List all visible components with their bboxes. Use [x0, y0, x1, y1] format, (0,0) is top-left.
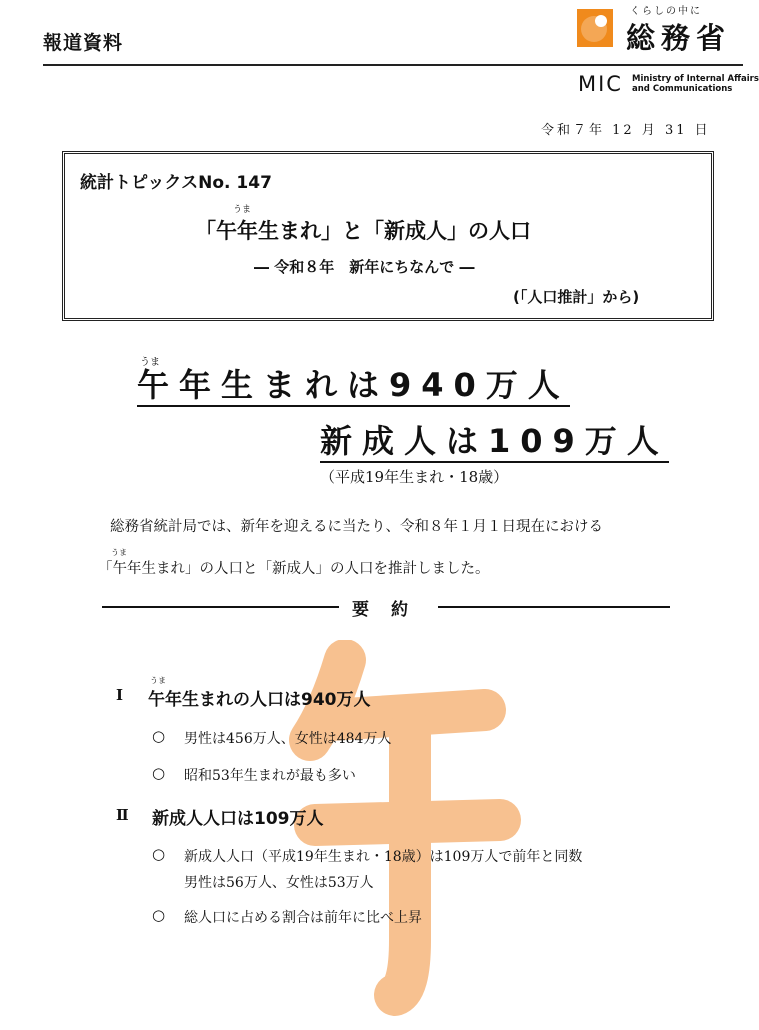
header-divider [43, 64, 743, 66]
summary-heading: 要約 [352, 600, 430, 620]
section-1-bullet-2: 昭和53年生まれが最も多い [184, 768, 356, 784]
logo-tagline: くらしの中に [630, 6, 702, 17]
section-1-number: Ⅰ [116, 686, 124, 704]
logo-name: 総務省 [626, 21, 732, 55]
section-2-number: Ⅱ [116, 806, 129, 824]
topic-title-ruby: うま [233, 205, 252, 215]
intro-line1: 総務省統計局では、新年を迎えるに当たり、令和８年１月１日現在における [110, 519, 603, 535]
section-1-heading: 午年生まれの人口は940万人 [148, 690, 371, 710]
section-1-bullet-1: 男性は456万人、女性は484万人 [184, 731, 392, 747]
topic-subtitle: ― 令和８年 新年にちなんで ― [254, 258, 475, 276]
section-2-heading: 新成人人口は109万人 [152, 809, 324, 829]
circle-bullet-icon: ○ [152, 764, 166, 782]
release-date: 令和７年 12 月 31 日 [541, 123, 711, 138]
ministry-abbreviation: MIC [578, 72, 623, 96]
headline-line1: 午年生まれは940万人 [137, 366, 570, 407]
circle-bullet-icon: ○ [152, 906, 166, 924]
topic-source: (「人口推計」から) [513, 288, 640, 306]
headline-ruby: うま [140, 357, 160, 368]
section-2-bullet-1: 新成人人口（平成19年生まれ・18歳）は109万人で前年と同数 [184, 849, 583, 865]
ministry-logo-icon [577, 9, 613, 47]
section-2-bullet-1-detail: 男性は56万人、女性は53万人 [184, 875, 374, 891]
section-2-bullet-2: 総人口に占める割合は前年に比べ上昇 [184, 910, 422, 926]
topic-title: 「午年生まれ」と「新成人」の人口 [195, 219, 531, 243]
summary-rule-right [438, 606, 670, 608]
circle-bullet-icon: ○ [152, 845, 166, 863]
intro-line2: 「午年生まれ」の人口と「新成人」の人口を推計しました。 [98, 561, 490, 577]
intro-ruby: うま [111, 548, 127, 557]
summary-rule-left [102, 606, 339, 608]
ministry-english-name-line1: Ministry of Internal Affairs [632, 74, 759, 84]
circle-bullet-icon: ○ [152, 727, 166, 745]
ministry-english-name-line2: and Communications [632, 84, 733, 94]
headline-line2: 新成人は109万人 [320, 422, 669, 463]
headline-note: （平成19年生まれ・18歳） [320, 468, 509, 486]
topic-number: 統計トピックスNo. 147 [80, 173, 272, 193]
document-type: 報道資料 [43, 32, 124, 54]
section-1-ruby: うま [150, 676, 166, 685]
